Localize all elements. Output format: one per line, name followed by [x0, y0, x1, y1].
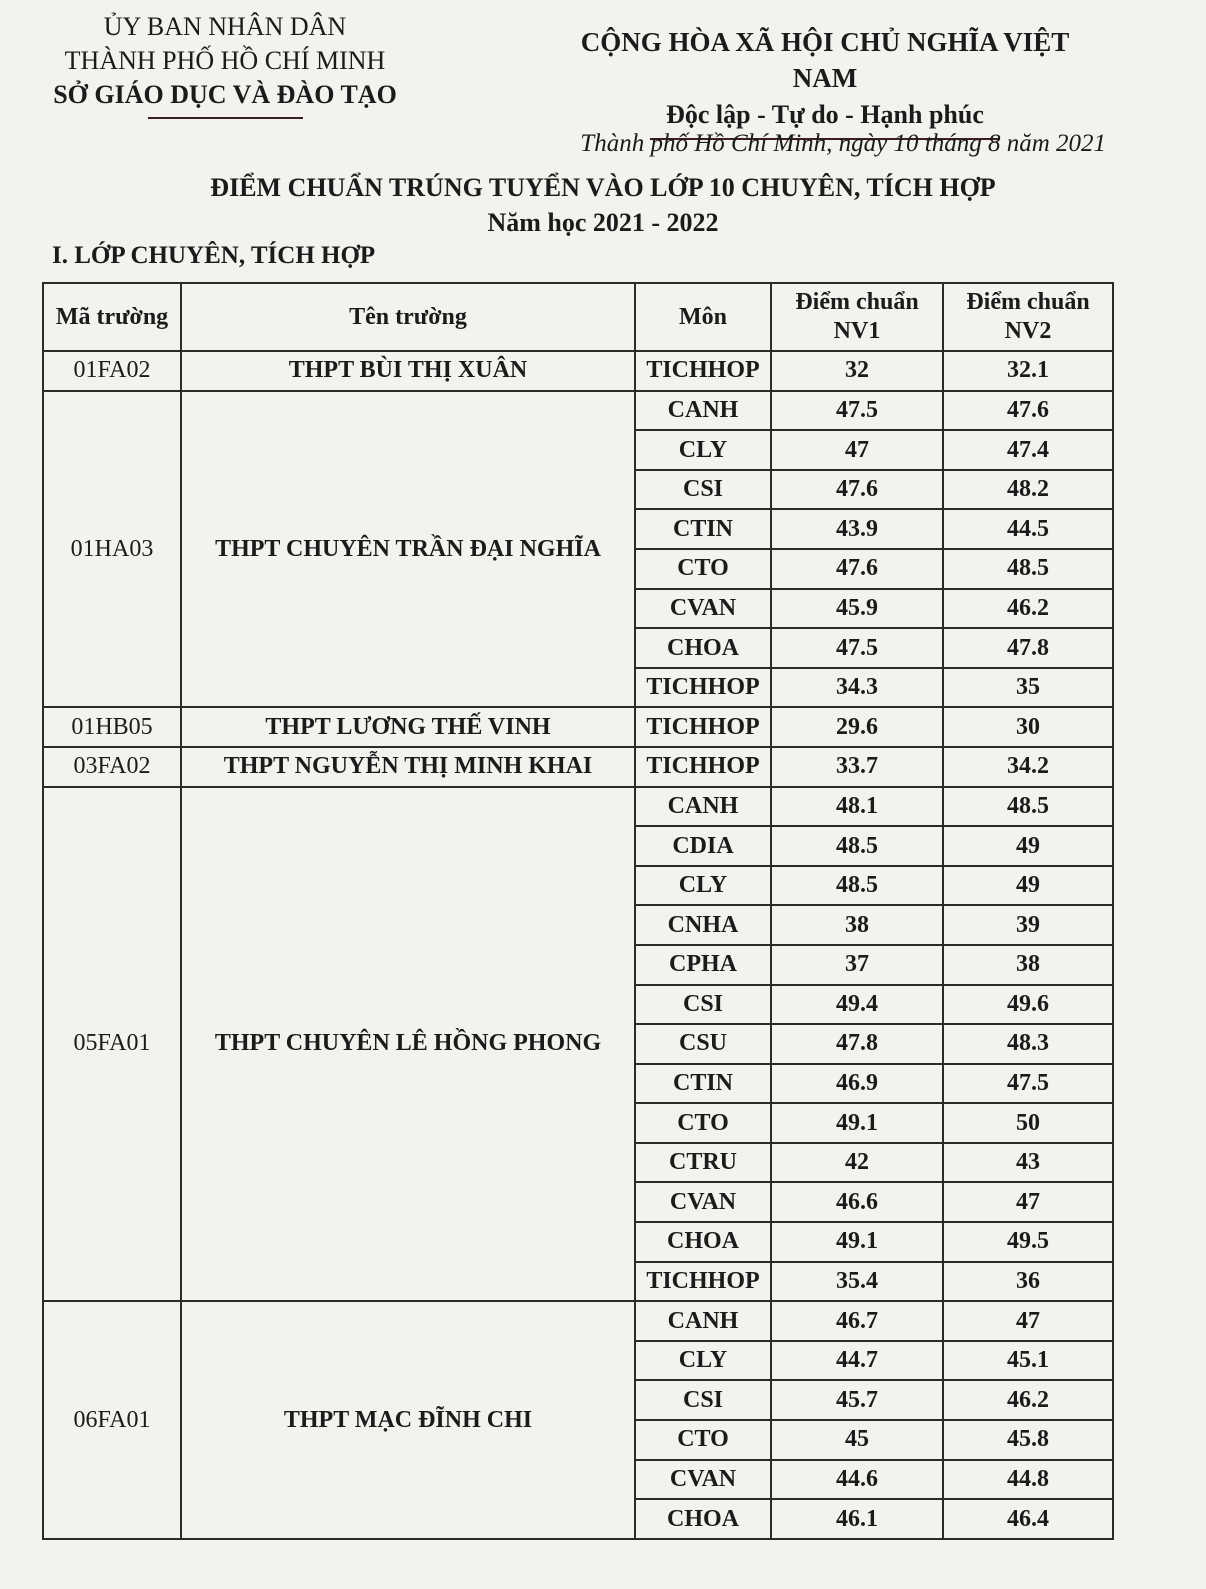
- nv2-score-cell: 45.8: [943, 1420, 1113, 1460]
- header-nv2: [943, 283, 1113, 351]
- nv2-score-cell: 30: [943, 707, 1113, 747]
- nv1-score-cell: 46.1: [771, 1499, 943, 1539]
- subject-cell: TICHHOP: [635, 351, 771, 391]
- nv1-score-cell: 47.6: [771, 549, 943, 589]
- document-title: [0, 170, 1206, 240]
- nv1-score-cell: 45: [771, 1420, 943, 1460]
- nv2-score-cell: 49: [943, 826, 1113, 866]
- nv2-score-cell: 46.4: [943, 1499, 1113, 1539]
- subject-cell: TICHHOP: [635, 707, 771, 747]
- nv2-score-cell: 47.4: [943, 430, 1113, 470]
- authority-line-1: ỦY BAN NHÂN DÂN: [103, 12, 347, 41]
- nv2-score-cell: 45.1: [943, 1341, 1113, 1381]
- header-nv2-line1: Điểm chuẩn: [966, 289, 1090, 316]
- nv1-score-cell: 44.7: [771, 1341, 943, 1381]
- nv1-score-cell: 45.9: [771, 589, 943, 629]
- subject-cell: CHOA: [635, 1222, 771, 1262]
- nv2-score-cell: 48.5: [943, 549, 1113, 589]
- nv2-score-cell: 47.5: [943, 1064, 1113, 1104]
- nv1-score-cell: 48.1: [771, 787, 943, 827]
- subject-cell: CANH: [635, 391, 771, 431]
- nv2-score-cell: 50: [943, 1103, 1113, 1143]
- nv2-score-cell: 47: [943, 1301, 1113, 1341]
- subject-cell: CPHA: [635, 945, 771, 985]
- nv1-score-cell: 33.7: [771, 747, 943, 787]
- national-name: CỘNG HÒA XÃ HỘI CHỦ NGHĨA VIỆT NAM: [580, 27, 1070, 94]
- nv2-score-cell: 44.8: [943, 1460, 1113, 1500]
- subject-cell: CSU: [635, 1024, 771, 1064]
- subject-cell: TICHHOP: [635, 668, 771, 708]
- school-code-cell: 06FA01: [43, 1301, 181, 1539]
- nv1-score-cell: 49.1: [771, 1222, 943, 1262]
- nv2-score-cell: 49: [943, 866, 1113, 906]
- nv2-score-cell: 49.6: [943, 985, 1113, 1025]
- subject-cell: CLY: [635, 1341, 771, 1381]
- school-code-cell: 01HA03: [43, 391, 181, 708]
- header-subject: Môn: [635, 283, 771, 351]
- nv1-score-cell: 43.9: [771, 509, 943, 549]
- subject-cell: CVAN: [635, 589, 771, 629]
- subject-cell: CHOA: [635, 1499, 771, 1539]
- nv1-score-cell: 42: [771, 1143, 943, 1183]
- subject-cell: CTIN: [635, 509, 771, 549]
- subject-cell: CNHA: [635, 905, 771, 945]
- nv2-score-cell: 32.1: [943, 351, 1113, 391]
- subject-cell: CANH: [635, 1301, 771, 1341]
- school-name-cell: THPT CHUYÊN TRẦN ĐẠI NGHĨA: [181, 391, 635, 708]
- nv2-score-cell: 34.2: [943, 747, 1113, 787]
- title-line-1: ĐIỂM CHUẨN TRÚNG TUYỂN VÀO LỚP 10 CHUYÊN, TÍCH HỢP: [210, 173, 996, 202]
- nv1-score-cell: 38: [771, 905, 943, 945]
- nv2-score-cell: 36: [943, 1262, 1113, 1302]
- nv1-score-cell: 49.1: [771, 1103, 943, 1143]
- nv1-score-cell: 47.5: [771, 628, 943, 668]
- nv2-score-cell: 46.2: [943, 1380, 1113, 1420]
- nv1-score-cell: 35.4: [771, 1262, 943, 1302]
- nv2-score-cell: 46.2: [943, 589, 1113, 629]
- subject-cell: CTRU: [635, 1143, 771, 1183]
- subject-cell: CVAN: [635, 1182, 771, 1222]
- subject-cell: CSI: [635, 470, 771, 510]
- nv2-score-cell: 48.2: [943, 470, 1113, 510]
- nv1-score-cell: 47.6: [771, 470, 943, 510]
- subject-cell: CTO: [635, 1103, 771, 1143]
- subject-cell: CANH: [635, 787, 771, 827]
- subject-cell: CTO: [635, 549, 771, 589]
- subject-cell: CHOA: [635, 628, 771, 668]
- nv1-score-cell: 37: [771, 945, 943, 985]
- subject-cell: CSI: [635, 1380, 771, 1420]
- score-table: [42, 282, 1114, 1540]
- school-code-cell: 01HB05: [43, 707, 181, 747]
- nv2-score-cell: 39: [943, 905, 1113, 945]
- nv1-score-cell: 48.5: [771, 866, 943, 906]
- nv1-score-cell: 46.9: [771, 1064, 943, 1104]
- nv2-score-cell: 48.3: [943, 1024, 1113, 1064]
- authority-line-3: SỞ GIÁO DỤC VÀ ĐÀO TẠO: [53, 79, 397, 109]
- nv1-score-cell: 47.5: [771, 391, 943, 431]
- nv2-score-cell: 48.5: [943, 787, 1113, 827]
- nv2-score-cell: 43: [943, 1143, 1113, 1183]
- school-code-cell: 05FA01: [43, 787, 181, 1302]
- national-motto: Độc lập - Tự do - Hạnh phúc: [666, 99, 984, 129]
- school-code-cell: 03FA02: [43, 747, 181, 787]
- header-school: Tên trường: [181, 283, 635, 351]
- table-row: [43, 1301, 1113, 1341]
- school-name-cell: THPT NGUYỄN THỊ MINH KHAI: [181, 747, 635, 787]
- nv2-score-cell: 38: [943, 945, 1113, 985]
- table-row: [43, 351, 1113, 391]
- subject-cell: CDIA: [635, 826, 771, 866]
- table-row: [43, 787, 1113, 827]
- subject-cell: TICHHOP: [635, 1262, 771, 1302]
- school-name-cell: THPT BÙI THỊ XUÂN: [181, 351, 635, 391]
- table-row: [43, 707, 1113, 747]
- nv1-score-cell: 47: [771, 430, 943, 470]
- nv2-score-cell: 47.8: [943, 628, 1113, 668]
- nv2-score-cell: 47: [943, 1182, 1113, 1222]
- header-code: Mã trường: [43, 283, 181, 351]
- header-nv1-line2: NV1: [833, 318, 881, 344]
- nv1-score-cell: 47.8: [771, 1024, 943, 1064]
- subject-cell: CLY: [635, 866, 771, 906]
- nv1-score-cell: 34.3: [771, 668, 943, 708]
- date-line: Thành phố Hồ Chí Minh, ngày 10 tháng 8 năm 2021: [580, 130, 1106, 157]
- subject-cell: CSI: [635, 985, 771, 1025]
- national-motto-block: [555, 24, 1095, 140]
- score-table-body: [43, 351, 1113, 1539]
- header-nv2-line2: NV2: [1004, 318, 1052, 344]
- nv1-score-cell: 32: [771, 351, 943, 391]
- subject-cell: CTO: [635, 1420, 771, 1460]
- school-name-cell: THPT MẠC ĐĨNH CHI: [181, 1301, 635, 1539]
- header-nv1: [771, 283, 943, 351]
- nv1-score-cell: 44.6: [771, 1460, 943, 1500]
- nv2-score-cell: 49.5: [943, 1222, 1113, 1262]
- nv2-score-cell: 44.5: [943, 509, 1113, 549]
- nv2-score-cell: 35: [943, 668, 1113, 708]
- subject-cell: CTIN: [635, 1064, 771, 1104]
- nv1-score-cell: 45.7: [771, 1380, 943, 1420]
- table-row: [43, 391, 1113, 431]
- table-header-row: [43, 283, 1113, 351]
- nv1-score-cell: 48.5: [771, 826, 943, 866]
- issuing-authority-block: [40, 10, 410, 119]
- nv1-score-cell: 29.6: [771, 707, 943, 747]
- subject-cell: TICHHOP: [635, 747, 771, 787]
- header-nv1-line1: Điểm chuẩn: [795, 289, 919, 316]
- subject-cell: CVAN: [635, 1460, 771, 1500]
- title-line-2: Năm học 2021 - 2022: [487, 208, 719, 238]
- table-row: [43, 747, 1113, 787]
- subject-cell: CLY: [635, 430, 771, 470]
- nv1-score-cell: 46.6: [771, 1182, 943, 1222]
- section-heading: I. LỚP CHUYÊN, TÍCH HỢP: [52, 242, 376, 269]
- authority-line-2: THÀNH PHỐ HỒ CHÍ MINH: [64, 45, 386, 75]
- nv2-score-cell: 47.6: [943, 391, 1113, 431]
- nv1-score-cell: 46.7: [771, 1301, 943, 1341]
- school-name-cell: THPT CHUYÊN LÊ HỒNG PHONG: [181, 787, 635, 1302]
- authority-underline: [148, 117, 303, 119]
- school-name-cell: THPT LƯƠNG THẾ VINH: [181, 707, 635, 747]
- school-code-cell: 01FA02: [43, 351, 181, 391]
- nv1-score-cell: 49.4: [771, 985, 943, 1025]
